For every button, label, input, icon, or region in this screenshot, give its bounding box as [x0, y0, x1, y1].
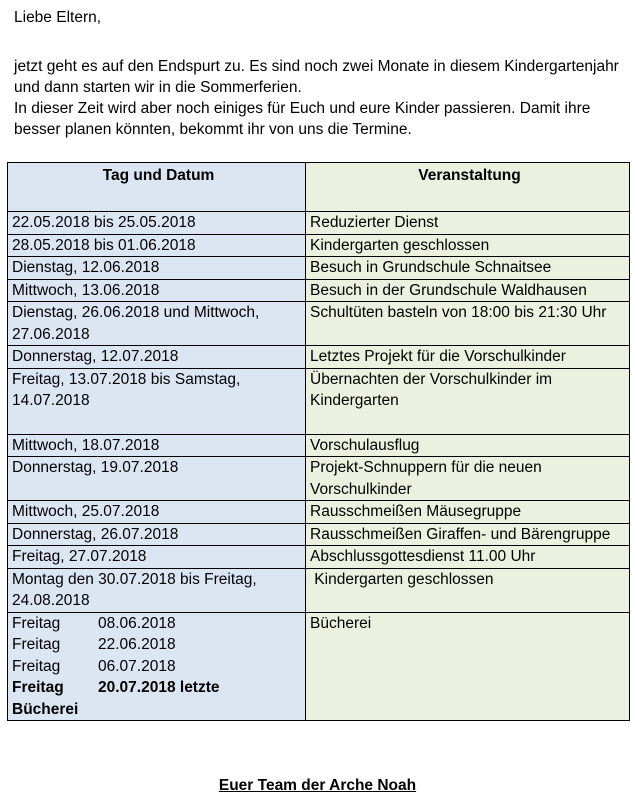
row-event: Schultüten basteln von 18:00 bis 21:30 Uhr — [306, 302, 630, 346]
signature-footer: Euer Team der Arche Noah — [218, 777, 417, 794]
intro-text — [14, 56, 624, 140]
row-event: Letztes Projekt für die Vorschulkinder — [306, 346, 630, 369]
row-date: 28.05.2018 bis 01.06.2018 — [8, 234, 306, 257]
row-event: Besuch in Grundschule Schnaitsee — [306, 257, 630, 280]
row-date: Donnerstag, 26.07.2018 — [8, 523, 306, 546]
table-row — [8, 368, 630, 434]
row-date: Dienstag, 26.06.2018 und Mittwoch, 27.06.2018 — [8, 302, 306, 346]
row-event: Abschlussgottesdienst 11.00 Uhr — [306, 546, 630, 569]
library-day: Freitag — [12, 614, 61, 632]
row-date: Mittwoch, 18.07.2018 — [8, 434, 306, 457]
row-event: Reduzierter Dienst — [306, 212, 630, 235]
library-day: Freitag — [12, 657, 61, 675]
row-event: Rausschmeißen Giraffen- und Bärengruppe — [306, 523, 630, 546]
row-date: Dienstag, 12.06.2018 — [8, 257, 306, 280]
library-date: 22.06.2018 — [98, 636, 176, 653]
row-date: Donnerstag, 12.07.2018 — [8, 346, 306, 369]
row-event: Rausschmeißen Mäusegruppe — [306, 501, 630, 524]
table-row — [8, 568, 630, 612]
library-last-date: 20.07.2018 letzte — [98, 679, 220, 696]
library-date-line — [12, 656, 305, 678]
library-date: 06.07.2018 — [98, 657, 176, 675]
header-date: Tag und Datum — [8, 163, 306, 212]
library-last-label: Bücherei — [12, 700, 79, 718]
header-event: Veranstaltung — [306, 163, 630, 212]
library-date: 08.06.2018 — [98, 614, 176, 632]
row-event: Kindergarten geschlossen — [306, 568, 630, 612]
table-row — [8, 501, 630, 524]
table-row — [8, 434, 630, 457]
row-event: Kindergarten geschlossen — [306, 234, 630, 257]
table-header-row — [8, 163, 630, 212]
schedule-table — [7, 162, 630, 721]
intro-paragraph-1: jetzt geht es auf den Endspurt zu. Es sind noch zwei Monate in diesem Kindergartenjahr und dann starten wir in die Sommerferien. — [14, 58, 619, 96]
table-row — [8, 234, 630, 257]
table-row — [8, 457, 630, 501]
table-row — [8, 257, 630, 280]
row-event: Übernachten der Vorschulkinder im Kindergarten — [306, 368, 630, 434]
row-date: Donnerstag, 19.07.2018 — [8, 457, 306, 501]
row-date: 22.05.2018 bis 25.05.2018 — [8, 212, 306, 235]
library-event: Bücherei — [306, 612, 630, 721]
library-last-line — [12, 677, 305, 699]
table-row — [8, 546, 630, 569]
intro-paragraph-2: In dieser Zeit wird aber noch einiges für Euch und eure Kinder passieren. Damit ihre besser planen könnten, bekommt ihr von uns die Termine. — [14, 100, 591, 138]
greeting: Liebe Eltern, — [14, 9, 102, 26]
table-row — [8, 212, 630, 235]
row-date: Mittwoch, 25.07.2018 — [8, 501, 306, 524]
library-day: Freitag — [12, 636, 61, 653]
table-row-library — [8, 612, 630, 721]
row-event: Vorschulausflug — [306, 434, 630, 457]
table-row — [8, 523, 630, 546]
row-date: Mittwoch, 13.06.2018 — [8, 279, 306, 302]
library-dates — [8, 612, 306, 721]
table-row — [8, 279, 630, 302]
row-event: Besuch in der Grundschule Waldhausen — [306, 279, 630, 302]
row-date: Freitag, 27.07.2018 — [8, 546, 306, 569]
library-date-line — [12, 613, 305, 635]
table-row — [8, 346, 630, 369]
row-date: Montag den 30.07.2018 bis Freitag, 24.08.2018 — [8, 568, 306, 612]
row-event: Projekt-Schnuppern für die neuen Vorschulkinder — [306, 457, 630, 501]
library-last-day: Freitag — [12, 679, 64, 696]
row-date: Freitag, 13.07.2018 bis Samstag, 14.07.2018 — [8, 368, 306, 434]
table-row — [8, 302, 630, 346]
library-date-line — [12, 634, 305, 656]
